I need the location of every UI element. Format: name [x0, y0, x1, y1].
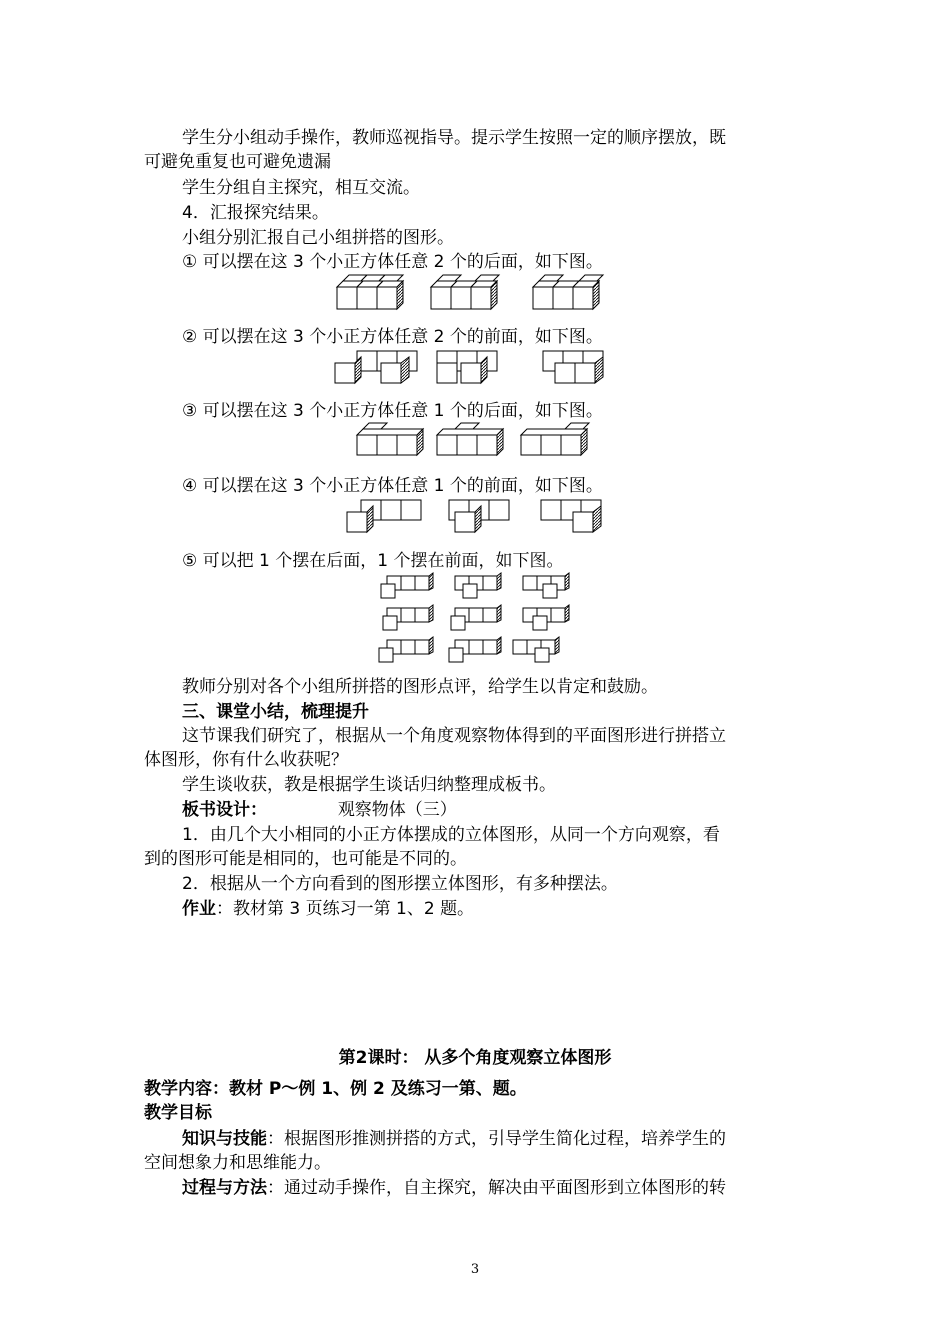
paragraph-line: 小组分别汇报自己小组拼搭的图形。 — [182, 228, 454, 248]
process-method-label: 过程与方法 — [182, 1178, 267, 1198]
knowledge-skill-line — [182, 1127, 806, 1151]
paragraph-line: 学生分小组动手操作，教师巡视指导。提示学生按照一定的顺序摆放，既 — [182, 128, 726, 148]
board-design-label: 板书设计： — [182, 800, 267, 820]
knowledge-skill-text: ：根据图形推测拼搭的方式，引导学生简化过程，培养学生的 — [267, 1129, 726, 1149]
paragraph-line: 1．由几个大小相同的小正方体摆成的立体图形，从同一个方向观察，看 — [182, 825, 720, 845]
paragraph-line: 到的图形可能是相同的，也可能是不同的。 — [144, 849, 467, 869]
case-4-line: ④ 可以摆在这 3 个小正方体任意 1 个的前面，如下图。 — [182, 476, 603, 496]
paragraph-line: 4．汇报探究结果。 — [182, 203, 329, 223]
page-number: 3 — [470, 1262, 480, 1277]
cube-figure-row-5 — [375, 572, 575, 668]
cube-figure-row-2 — [333, 347, 618, 387]
paragraph-line: 空间想象力和思维能力。 — [144, 1153, 331, 1173]
teaching-goals-heading: 教学目标 — [144, 1103, 212, 1123]
process-method-text: ：通过动手操作，自主探究，解决由平面图形到立体图形的转 — [267, 1178, 726, 1198]
cube-figure-row-1 — [335, 273, 615, 313]
case-5-line: ⑤ 可以把 1 个摆在后面，1 个摆在前面，如下图。 — [182, 551, 564, 571]
board-design-title: 观察物体（三） — [337, 800, 457, 820]
case-2-line: ② 可以摆在这 3 个小正方体任意 2 个的前面，如下图。 — [182, 327, 603, 347]
knowledge-skill-label: 知识与技能 — [182, 1129, 267, 1149]
homework-label: 作业 — [182, 899, 216, 919]
teaching-content: 教学内容：教材 P～例 1、例 2 及练习一第、题。 — [144, 1079, 527, 1099]
cube-figure-row-4 — [343, 496, 608, 536]
section-heading: 三、课堂小结，梳理提升 — [182, 702, 369, 722]
paragraph-line: 可避免重复也可避免遗漏 — [144, 152, 331, 172]
paragraph-line: 体图形，你有什么收获呢？ — [144, 750, 348, 770]
case-3-line: ③ 可以摆在这 3 个小正方体任意 1 个的后面，如下图。 — [182, 401, 603, 421]
paragraph-line: 2．根据从一个方向看到的图形摆立体图形，有多种摆法。 — [182, 874, 618, 894]
lesson-title: 第2课时： 从多个角度观察立体图形 — [338, 1048, 612, 1068]
paragraph-line: 学生谈收获，教是根据学生谈话归纳整理成板书。 — [182, 775, 556, 795]
paragraph-line: 教师分别对各个小组所拼搭的图形点评，给学生以肯定和鼓励。 — [182, 677, 658, 697]
paragraph-line: 这节课我们研究了，根据从一个角度观察物体得到的平面图形进行拼搭立 — [182, 726, 726, 746]
case-1-line: ① 可以摆在这 3 个小正方体任意 2 个的后面，如下图。 — [182, 252, 603, 272]
board-design-line — [182, 798, 806, 822]
paragraph-line: 学生分组自主探究，相互交流。 — [182, 178, 420, 198]
homework-text: ：教材第 3 页练习一第 1、2 题。 — [216, 899, 475, 919]
process-method-line — [182, 1176, 806, 1200]
cube-figure-row-3 — [355, 421, 595, 459]
homework-line — [182, 897, 806, 921]
